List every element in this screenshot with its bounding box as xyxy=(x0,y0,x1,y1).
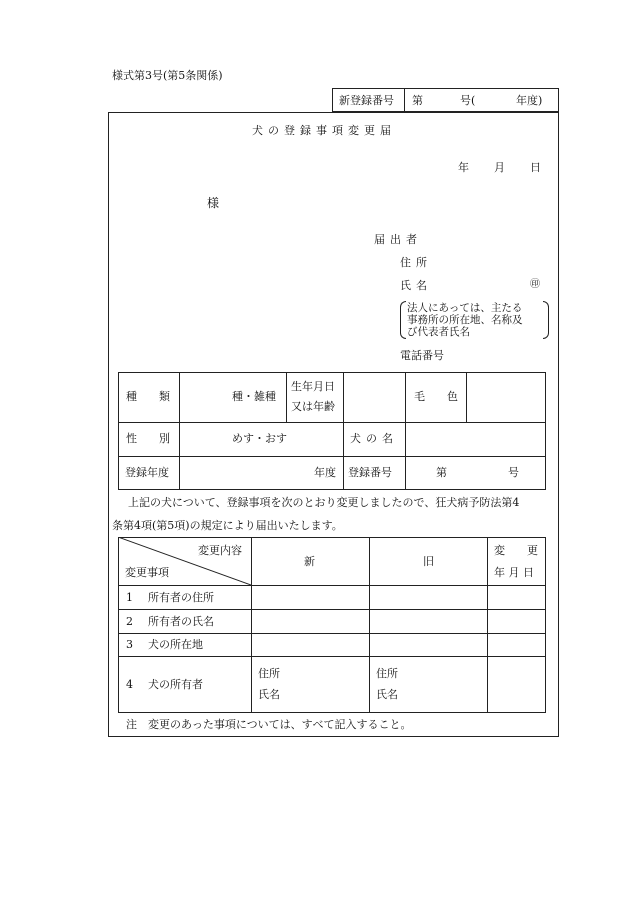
dog-col-line-3 xyxy=(343,372,344,490)
dog-row-line-1 xyxy=(118,422,546,423)
change-col-line-1 xyxy=(251,537,252,713)
change-row-line-4 xyxy=(118,656,546,657)
old-name-label: 氏名 xyxy=(376,688,398,701)
row-3-num: 3 xyxy=(126,638,133,651)
change-col-line-3 xyxy=(487,537,488,713)
notifier-heading: 届出者 xyxy=(374,233,422,246)
new-registration-number-label: 新登録番号 xyxy=(339,94,394,107)
col-old-header: 旧 xyxy=(423,555,434,568)
sex-label: 性別 xyxy=(126,432,192,445)
form-label: 様式第3号(第5条関係) xyxy=(112,69,223,82)
diag-top-label: 変更内容 xyxy=(198,544,242,557)
row-4-num: 4 xyxy=(126,678,133,691)
phone-label: 電話番号 xyxy=(400,349,444,362)
date-year: 年 xyxy=(458,161,469,174)
row-4-label: 犬の所有者 xyxy=(148,678,203,691)
notifier-address-label: 住所 xyxy=(400,256,432,269)
seal-mark: ㊞ xyxy=(530,279,540,290)
notifier-name-label: 氏名 xyxy=(400,279,432,292)
reg-number-label: 登録番号 xyxy=(348,466,392,479)
row-3-label: 犬の所在地 xyxy=(148,638,203,651)
corp-note-line-1: 法人にあっては、主たる xyxy=(407,302,523,314)
birth-label-line-2: 又は年齢 xyxy=(291,400,335,413)
col-new-header: 新 xyxy=(304,555,315,568)
dog-col-line-4 xyxy=(405,372,406,490)
row-1-num: 1 xyxy=(126,591,133,604)
statement-line-1: 上記の犬について、登録事項を次のとおり変更しましたので、狂犬病予防法第4 xyxy=(128,496,520,509)
reg-number-suffix: 号( xyxy=(460,94,476,107)
change-col-line-2 xyxy=(369,537,370,713)
dog-reg-suffix: 号 xyxy=(508,466,519,479)
corp-note-line-2: 事務所の所在地、名称及 xyxy=(407,314,523,326)
change-row-line-1 xyxy=(118,585,546,586)
col-date-header-2: 年 月 日 xyxy=(494,566,534,579)
birth-label-line-1: 生年月日 xyxy=(291,380,335,393)
dog-col-line-2 xyxy=(286,372,287,422)
date-day: 日 xyxy=(530,161,541,174)
row-1-label: 所有者の住所 xyxy=(148,591,214,604)
date-month: 月 xyxy=(494,161,505,174)
diag-bottom-label: 変更事項 xyxy=(125,566,169,579)
change-row-line-2 xyxy=(118,609,546,610)
new-address-label: 住所 xyxy=(258,667,280,680)
old-address-label: 住所 xyxy=(376,667,398,680)
form-title: 犬の登録事項変更届 xyxy=(252,124,396,137)
dog-row-line-2 xyxy=(118,456,546,457)
col-date-header-1: 変 更 xyxy=(494,544,538,557)
reg-number-prefix: 第 xyxy=(412,94,423,107)
row-2-label: 所有者の氏名 xyxy=(148,615,214,628)
note-bracket-right xyxy=(543,301,549,339)
new-name-label: 氏名 xyxy=(258,688,280,701)
corp-note-line-3: び代表者氏名 xyxy=(407,326,470,338)
row-2-num: 2 xyxy=(126,615,133,628)
reg-year-unit: 年度 xyxy=(314,466,336,479)
footnote: 注 変更のあった事項については、すべて記入すること。 xyxy=(126,718,412,731)
dog-name-label: 犬の名 xyxy=(350,432,398,445)
reg-number-year: 年度) xyxy=(516,94,543,107)
statement-line-2: 条第4項(第5項)の規定により届出いたします。 xyxy=(112,519,343,532)
reg-box-divider xyxy=(404,88,405,112)
reg-year-label: 登録年度 xyxy=(125,466,169,479)
note-bracket-left xyxy=(400,301,406,339)
color-label: 毛色 xyxy=(414,390,480,403)
sex-value: めす・おす xyxy=(232,432,287,445)
change-row-line-3 xyxy=(118,633,546,634)
kind-value: 種・雑種 xyxy=(232,390,276,403)
addressee-suffix: 様 xyxy=(207,196,220,210)
dog-reg-prefix: 第 xyxy=(436,466,447,479)
kind-label: 種類 xyxy=(126,390,192,403)
